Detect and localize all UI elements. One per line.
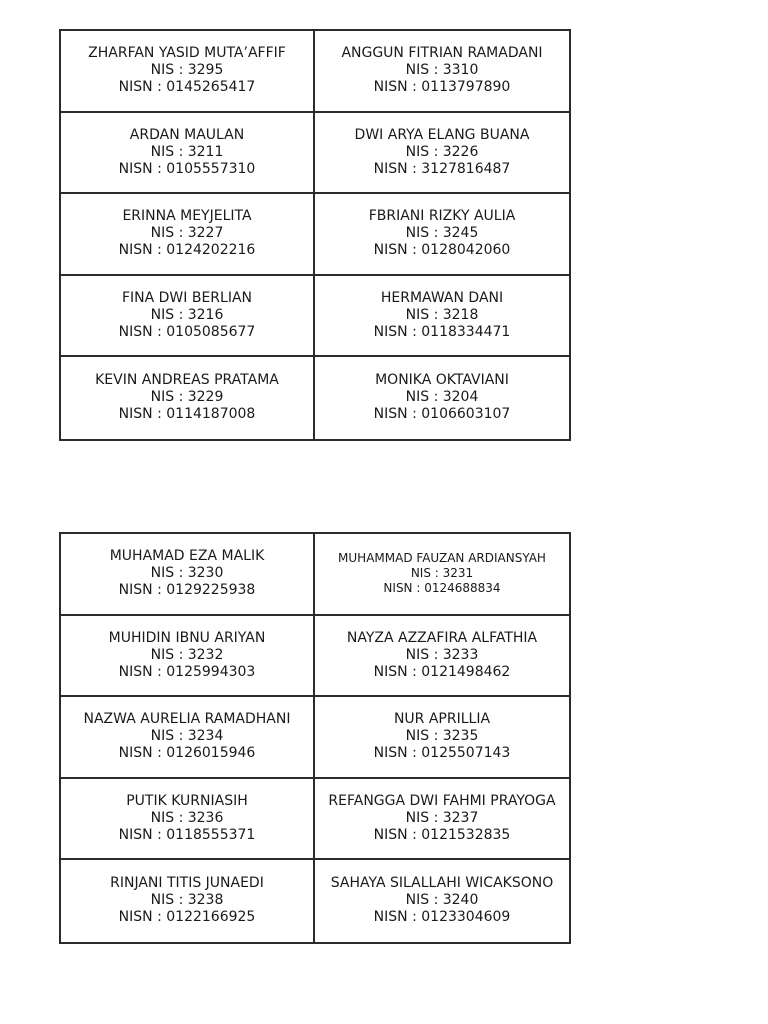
- student-name: NAYZA AZZAFIRA ALFATHIA: [346, 629, 538, 646]
- student-card: [315, 616, 569, 698]
- student-card: [61, 113, 315, 195]
- student-card: [315, 779, 569, 861]
- student-nisn: NISN : 0126015946: [118, 745, 256, 762]
- student-card: [61, 616, 315, 698]
- student-card: [315, 194, 569, 276]
- student-nisn: NISN : 0106603107: [373, 406, 511, 423]
- student-card: [61, 534, 315, 616]
- student-nis: NIS : 3230: [150, 565, 224, 582]
- student-card: [61, 860, 315, 942]
- student-name: RINJANI TITIS JUNAEDI: [110, 875, 264, 892]
- student-nis: NIS : 3237: [405, 809, 479, 826]
- student-card: [315, 276, 569, 358]
- student-nisn: NISN : 0113797890: [373, 79, 511, 96]
- student-card: [61, 276, 315, 358]
- student-nisn: NISN : 0145265417: [118, 79, 256, 96]
- student-name: REFANGGA DWI FAHMI PRAYOGA: [328, 792, 556, 809]
- student-name: FBRIANI RIZKY AULIA: [368, 208, 516, 225]
- student-name: MUHAMAD EZA MALIK: [109, 548, 265, 565]
- student-nisn: NISN : 0114187008: [118, 406, 256, 423]
- student-nis: NIS : 3204: [405, 389, 479, 406]
- student-nis: NIS : 3229: [150, 389, 224, 406]
- student-nisn: NISN : 0125507143: [373, 745, 511, 762]
- student-label-table-2: [59, 532, 571, 944]
- student-name: FINA DWI BERLIAN: [121, 289, 253, 306]
- student-name: SAHAYA SILALLAHI WICAKSONO: [330, 875, 554, 892]
- student-card: [61, 697, 315, 779]
- student-nisn: NISN : 0118555371: [118, 826, 256, 843]
- student-name: NAZWA AURELIA RAMADHANI: [83, 711, 291, 728]
- student-name: MONIKA OKTAVIANI: [375, 372, 509, 389]
- student-name: ANGGUN FITRIAN RAMADANI: [341, 45, 543, 62]
- student-nis: NIS : 3240: [405, 892, 479, 909]
- student-nisn: NISN : 0128042060: [373, 242, 511, 259]
- student-nis: NIS : 3232: [150, 646, 224, 663]
- student-nis: NIS : 3236: [150, 809, 224, 826]
- student-nisn: NISN : 0124202216: [118, 242, 256, 259]
- student-name: PUTIK KURNIASIH: [126, 792, 248, 809]
- student-name: ERINNA MEYJELITA: [122, 208, 252, 225]
- student-nis: NIS : 3295: [150, 62, 224, 79]
- student-nis: NIS : 3227: [150, 225, 224, 242]
- student-card: [315, 860, 569, 942]
- student-name: NUR APRILLIA: [393, 711, 491, 728]
- student-name: ARDAN MAULAN: [129, 126, 245, 143]
- student-nisn: NISN : 0121532835: [373, 826, 511, 843]
- student-nis: NIS : 3245: [405, 225, 479, 242]
- student-nisn: NISN : 0123304609: [373, 909, 511, 926]
- student-nis: NIS : 3310: [405, 62, 479, 79]
- student-nisn: NISN : 0122166925: [118, 909, 256, 926]
- student-nis: NIS : 3231: [410, 566, 474, 581]
- student-nis: NIS : 3235: [405, 728, 479, 745]
- student-nis: NIS : 3216: [150, 306, 224, 323]
- student-name: ZHARFAN YASID MUTA’AFFIF: [88, 45, 286, 62]
- student-card: [315, 534, 569, 616]
- student-nis: NIS : 3238: [150, 892, 224, 909]
- student-nis: NIS : 3233: [405, 646, 479, 663]
- student-nisn: NISN : 0105557310: [118, 160, 256, 177]
- student-card: [315, 31, 569, 113]
- student-label-table-1: [59, 29, 571, 441]
- student-name: MUHAMMAD FAUZAN ARDIANSYAH: [338, 551, 546, 566]
- student-name: KEVIN ANDREAS PRATAMA: [95, 372, 279, 389]
- student-nis: NIS : 3211: [150, 143, 224, 160]
- student-nisn: NISN : 0124688834: [383, 581, 501, 596]
- student-nisn: NISN : 0118334471: [373, 323, 511, 340]
- student-card: [315, 697, 569, 779]
- student-name: MUHIDIN IBNU ARIYAN: [108, 629, 266, 646]
- student-name: HERMAWAN DANI: [380, 289, 504, 306]
- student-nis: NIS : 3218: [405, 306, 479, 323]
- student-nis: NIS : 3234: [150, 728, 224, 745]
- student-nisn: NISN : 3127816487: [373, 160, 511, 177]
- student-card: [315, 357, 569, 439]
- student-nisn: NISN : 0125994303: [118, 663, 256, 680]
- student-card: [315, 113, 569, 195]
- student-nisn: NISN : 0121498462: [373, 663, 511, 680]
- student-card: [61, 779, 315, 861]
- student-name: DWI ARYA ELANG BUANA: [354, 126, 530, 143]
- student-card: [61, 31, 315, 113]
- student-card: [61, 194, 315, 276]
- student-nis: NIS : 3226: [405, 143, 479, 160]
- student-card: [61, 357, 315, 439]
- student-nisn: NISN : 0105085677: [118, 323, 256, 340]
- student-nisn: NISN : 0129225938: [118, 582, 256, 599]
